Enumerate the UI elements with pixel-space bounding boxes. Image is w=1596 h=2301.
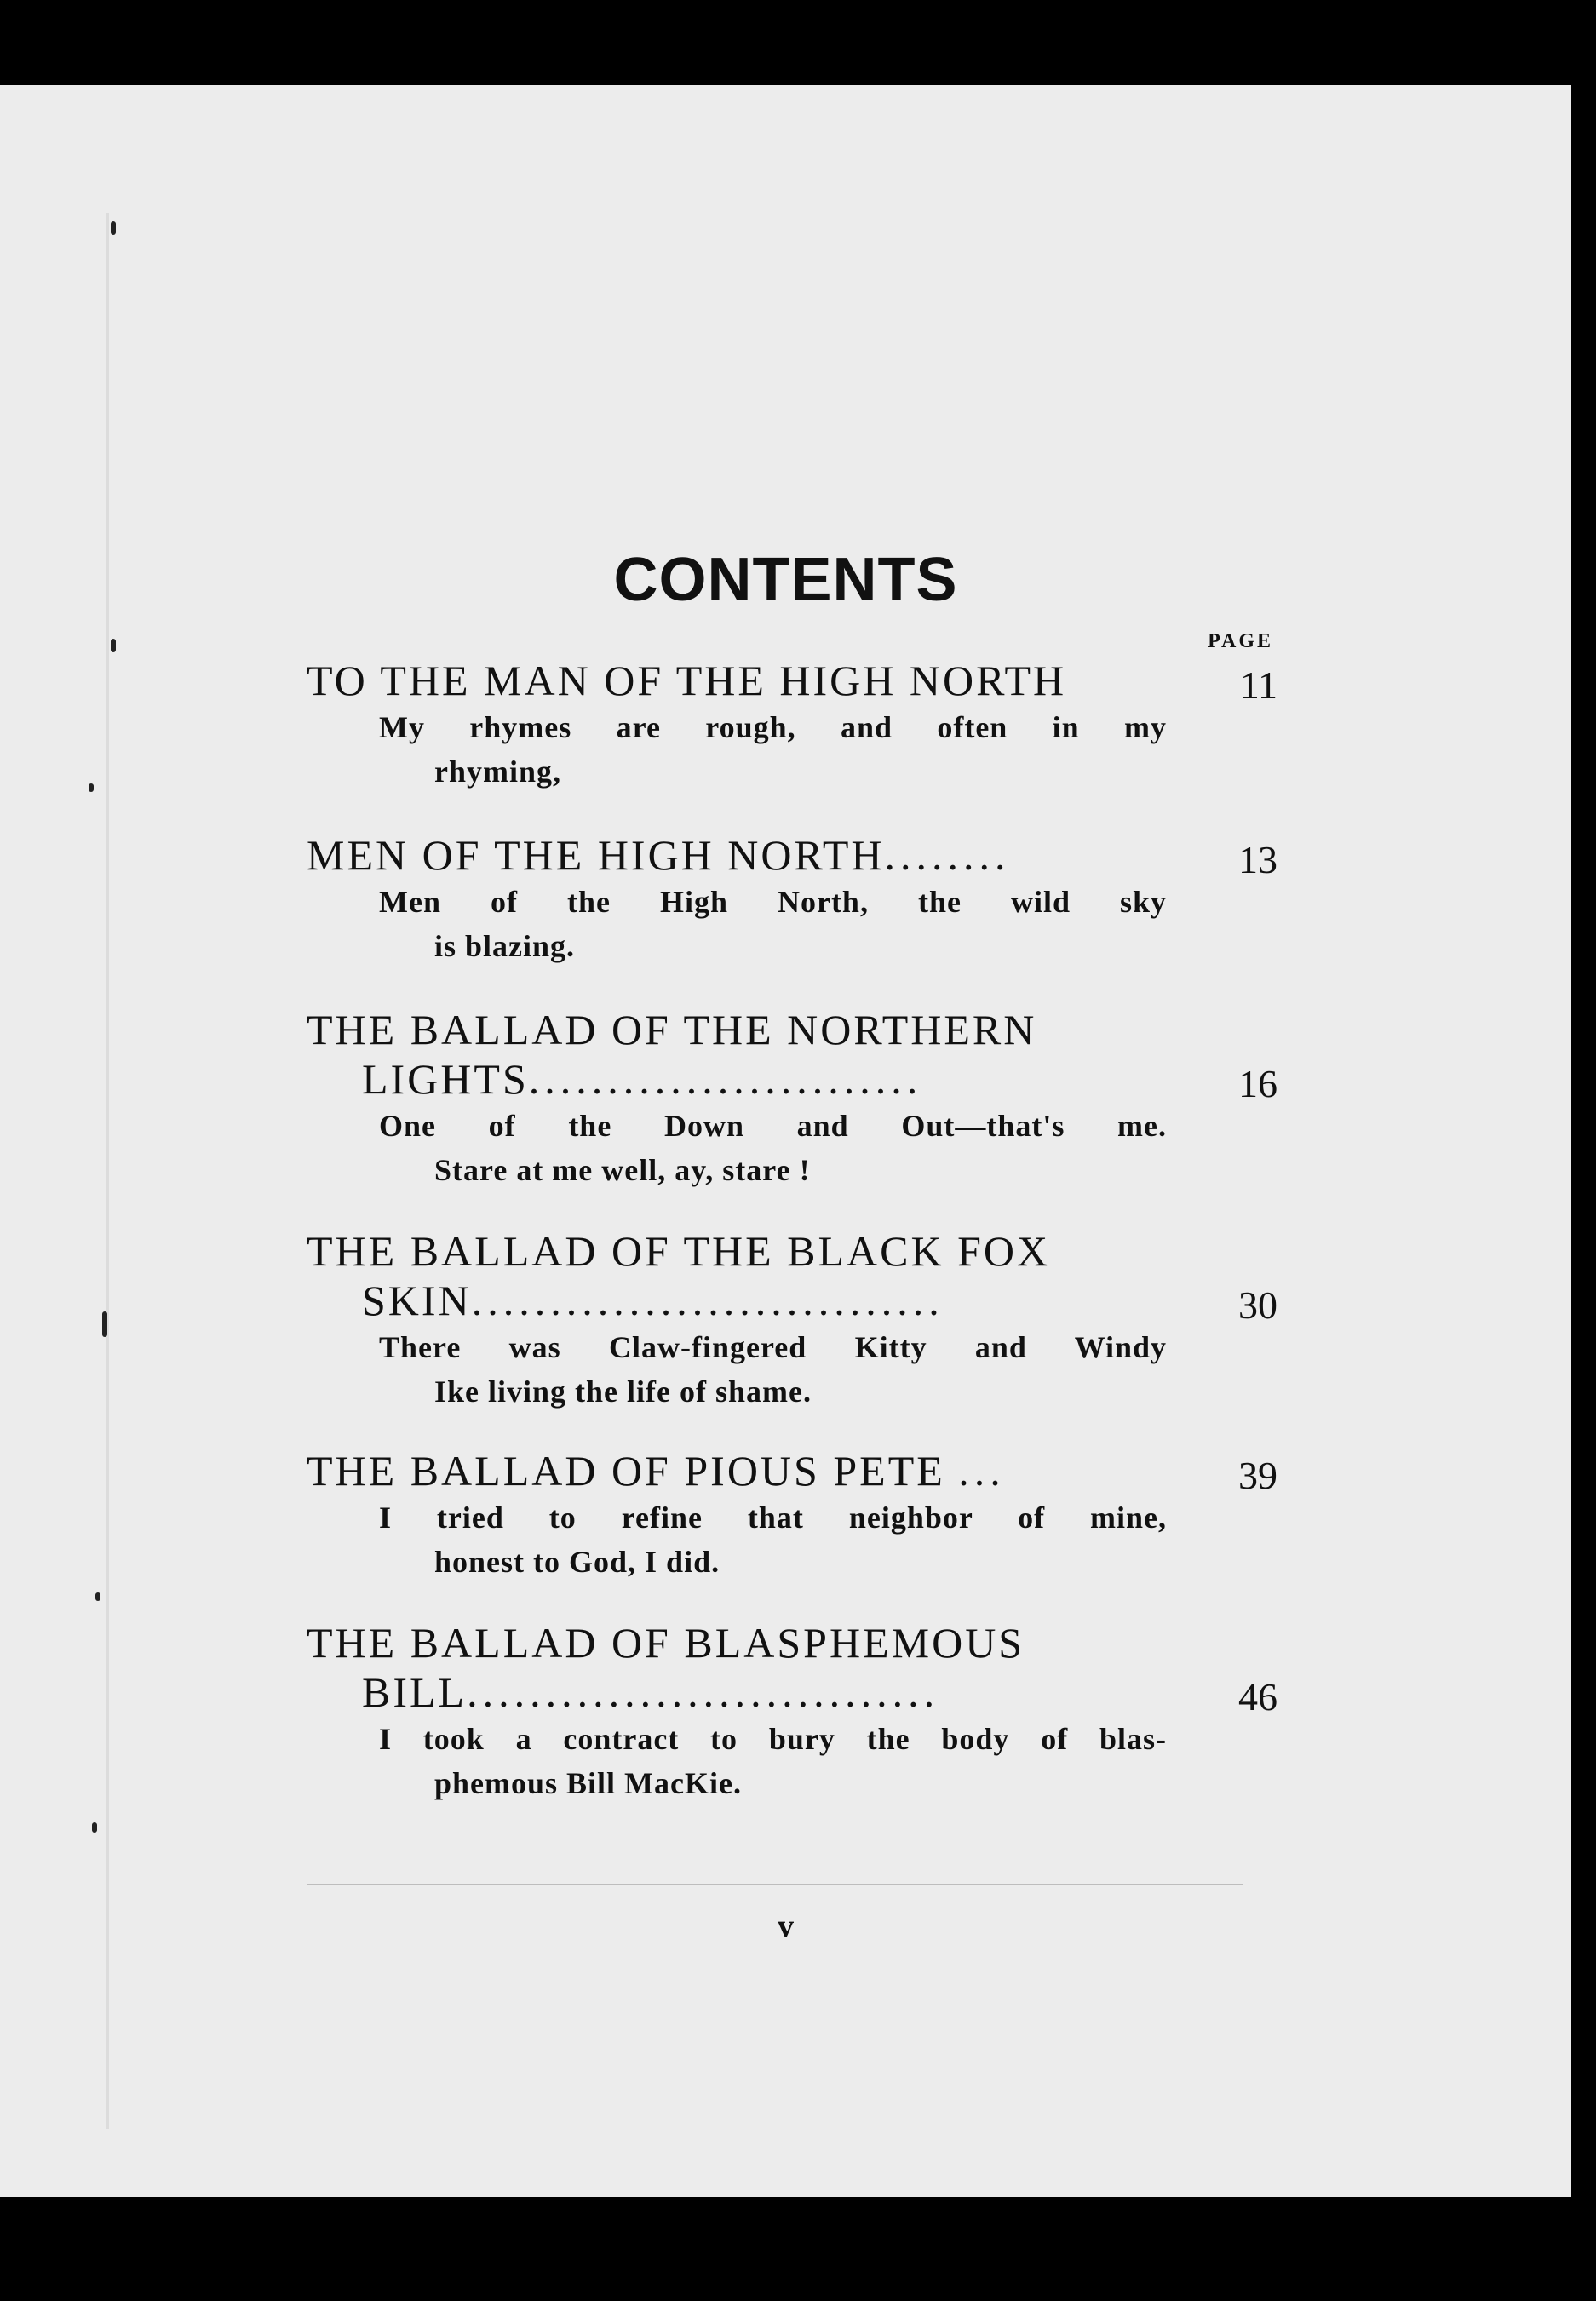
entry-first-line: I took a contract to bury the body of blas- phemous Bill MacKie. [379,1722,1167,1800]
entry-first-line: Men of the High North, the wild sky is blazing. [379,885,1167,963]
toc-entry[interactable] [307,656,1277,794]
entry-first-line: I tried to refine that neighbor of mine, honest to God, I did. [379,1501,1167,1579]
page-folio: v [778,1908,794,1944]
entry-title: TO THE MAN OF THE HIGH NORTH [307,657,1067,704]
entry-page-number: 46 [1238,1675,1277,1719]
entry-page-number: 30 [1238,1283,1277,1327]
margin-fleck [92,1822,97,1833]
entry-page-number: 13 [1238,838,1277,881]
entry-title: MEN OF THE HIGH NORTH........ [307,831,1011,879]
entry-page-number: 39 [1238,1454,1277,1497]
entry-title: THE BALLAD OF THE NORTHERN LIGHTS......................... [307,1006,1037,1103]
margin-fleck [111,639,116,652]
entry-page-number: 16 [1238,1062,1277,1105]
entry-first-line: One of the Down and Out—that's me. Stare at me well, ay, stare ! [379,1109,1167,1187]
margin-fleck [89,783,94,792]
page-column-label: PAGE [1208,630,1273,652]
toc-entry[interactable] [307,1226,1277,1414]
toc-entry[interactable] [307,830,1277,968]
margin-fleck [95,1592,100,1601]
margin-fleck [111,221,116,235]
book-page [0,85,1571,2197]
entry-first-line: My rhymes are rough, and often in my rhyming, [379,710,1167,789]
entry-page-number: 11 [1239,663,1277,707]
toc-entry[interactable] [307,1618,1277,1805]
footer-rule [307,1884,1243,1885]
entry-title: THE BALLAD OF THE BLACK FOX SKIN.............................. [307,1227,1051,1324]
toc-entry[interactable] [307,1446,1277,1584]
entry-title: THE BALLAD OF PIOUS PETE ... [307,1447,1006,1495]
toc-entry[interactable] [307,1005,1277,1192]
entry-title: THE BALLAD OF BLASPHEMOUS BILL.............................. [307,1619,1025,1716]
gutter-line [106,213,109,2129]
contents-heading: CONTENTS [613,546,958,614]
margin-fleck [102,1311,107,1337]
entry-first-line: There was Claw-fingered Kitty and Windy Ike living the life of shame. [379,1330,1167,1409]
